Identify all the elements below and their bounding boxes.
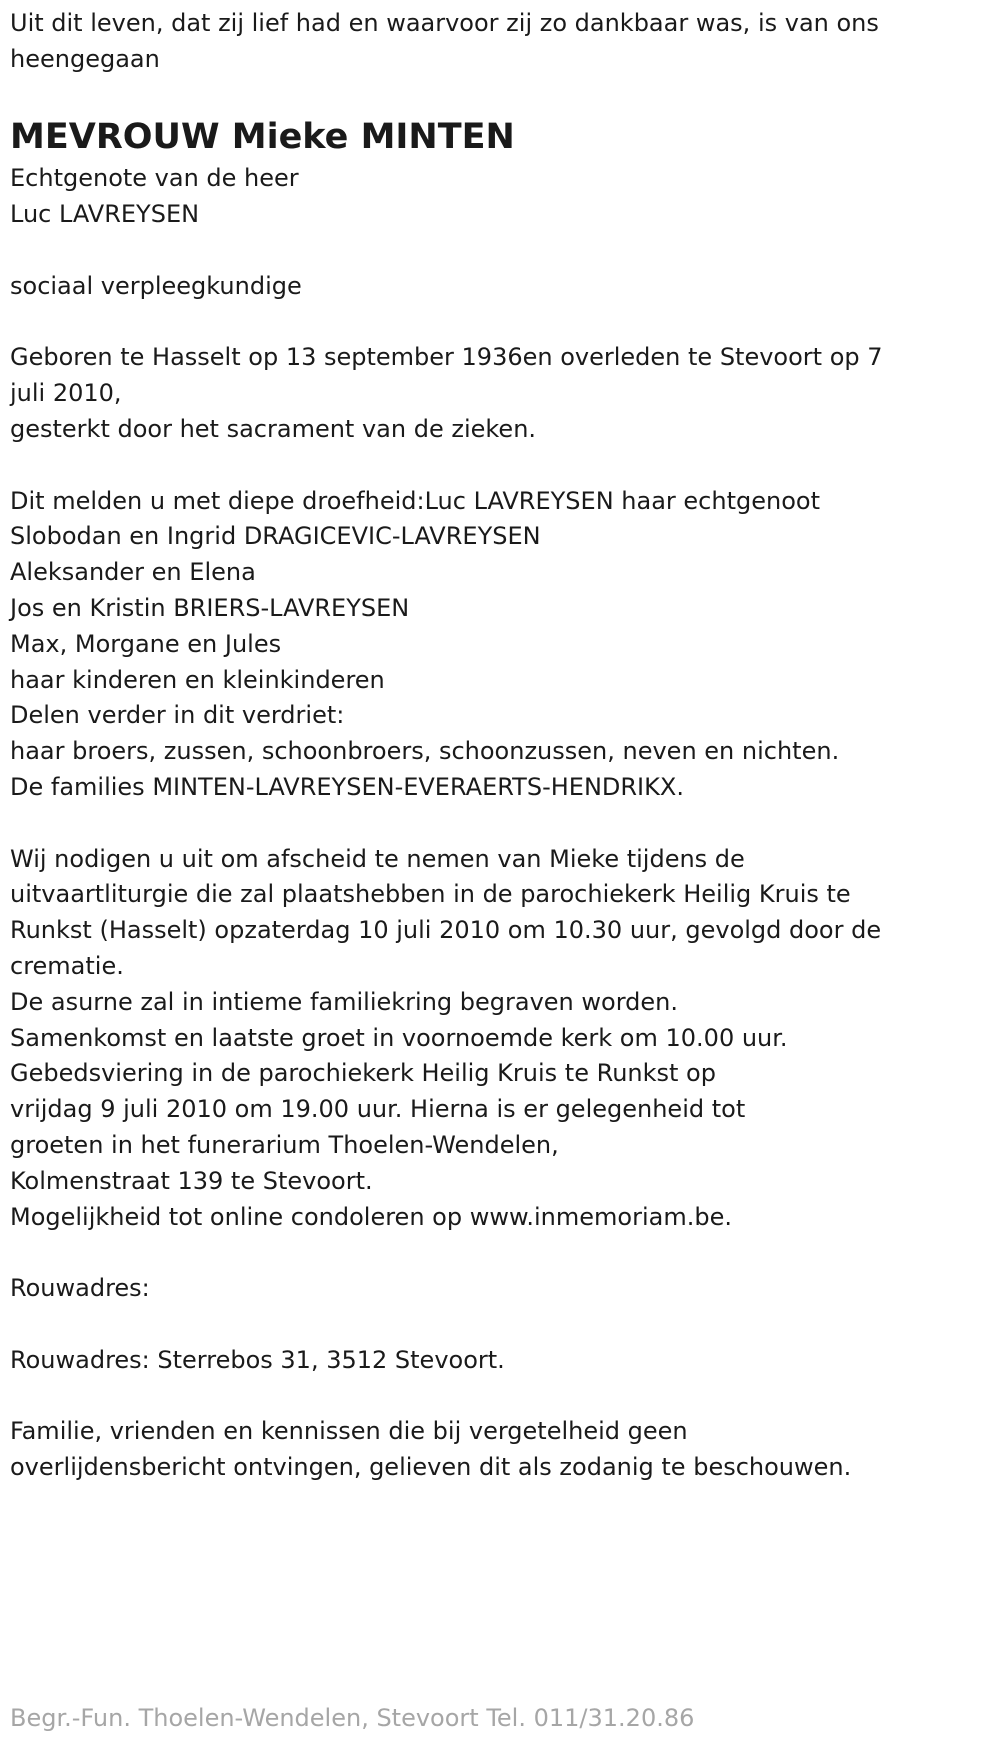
- rouwadres-address: Rouwadres: Sterrebos 31, 3512 Stevoort.: [10, 1345, 505, 1374]
- ceremony-line: uitvaartliturgie die zal plaatshebben in de parochiekerk Heilig Kruis te: [10, 880, 851, 909]
- spacer: [10, 1307, 990, 1343]
- family-line: Delen verder in dit verdriet:: [10, 701, 345, 730]
- intro-line: Uit dit leven, dat zij lief had en waarvoor zij zo dankbaar was, is van ons: [10, 9, 879, 37]
- ceremony-line: vrijdag 9 juli 2010 om 19.00 uur. Hierna is er gelegenheid tot: [10, 1095, 746, 1124]
- ceremony-line: Kolmenstraat 139 te Stevoort.: [10, 1166, 373, 1195]
- birth-death-paragraph: [10, 340, 990, 447]
- funeral-home-footer: Begr.-Fun. Thoelen-Wendelen, Stevoort Tel. 011/31.20.86: [10, 1704, 695, 1732]
- spacer: [10, 806, 990, 842]
- rouwadres-label: Rouwadres:: [10, 1274, 150, 1303]
- ceremony-paragraph: [10, 842, 990, 1236]
- family-line: haar kinderen en kleinkinderen: [10, 665, 385, 694]
- family-line: Dit melden u met diepe droefheid:Luc LAVREYSEN haar echtgenoot: [10, 486, 820, 515]
- family-line: haar broers, zussen, schoonbroers, schoonzussen, neven en nichten.: [10, 737, 840, 766]
- birth-death-line: gesterkt door het sacrament van de zieken.: [10, 414, 537, 443]
- spacer: [10, 78, 990, 114]
- spacer: [10, 305, 990, 341]
- spacer: [10, 233, 990, 269]
- ceremony-line: groeten in het funerarium Thoelen-Wendelen,: [10, 1130, 559, 1159]
- family-line: Slobodan en Ingrid DRAGICEVIC-LAVREYSEN: [10, 522, 541, 551]
- family-line: De families MINTEN-LAVREYSEN-EVERAERTS-HENDRIKX.: [10, 772, 684, 801]
- intro-paragraph: [10, 6, 990, 78]
- birth-death-line: juli 2010,: [10, 379, 122, 408]
- spouse-line: Echtgenote van de heer: [10, 164, 299, 193]
- family-paragraph: [10, 484, 990, 806]
- birth-death-line: Geboren te Hasselt op 13 september 1936en overleden te Stevoort op 7: [10, 343, 883, 372]
- notice-line: overlijdensbericht ontvingen, gelieven dit als zodanig te beschouwen.: [10, 1453, 852, 1482]
- deceased-name: MEVROUW Mieke MINTEN: [10, 117, 515, 158]
- family-line: Max, Morgane en Jules: [10, 629, 282, 658]
- spacer: [10, 1378, 990, 1414]
- ceremony-line: Wij nodigen u uit om afscheid te nemen van Mieke tijdens de: [10, 844, 745, 873]
- family-line: Aleksander en Elena: [10, 558, 256, 587]
- family-line: Jos en Kristin BRIERS-LAVREYSEN: [10, 593, 410, 622]
- notice-paragraph: [10, 1414, 990, 1486]
- ceremony-line: Mogelijkheid tot online condoleren op www.inmemoriam.be.: [10, 1202, 732, 1231]
- intro-line: heengegaan: [10, 44, 160, 73]
- ceremony-line: Samenkomst en laatste groet in voornoemde kerk om 10.00 uur.: [10, 1023, 788, 1052]
- spacer: [10, 1235, 990, 1271]
- spacer: [10, 448, 990, 484]
- spouse-block: [10, 161, 990, 233]
- notice-line: Familie, vrienden en kennissen die bij vergetelheid geen: [10, 1417, 688, 1446]
- profession: sociaal verpleegkundige: [10, 271, 302, 300]
- ceremony-line: crematie.: [10, 951, 124, 980]
- ceremony-line: De asurne zal in intieme familiekring begraven worden.: [10, 987, 678, 1016]
- ceremony-line: Runkst (Hasselt) opzaterdag 10 juli 2010 om 10.30 uur, gevolgd door de: [10, 916, 882, 945]
- ceremony-line: Gebedsviering in de parochiekerk Heilig Kruis te Runkst op: [10, 1059, 716, 1088]
- spouse-line: Luc LAVREYSEN: [10, 200, 200, 229]
